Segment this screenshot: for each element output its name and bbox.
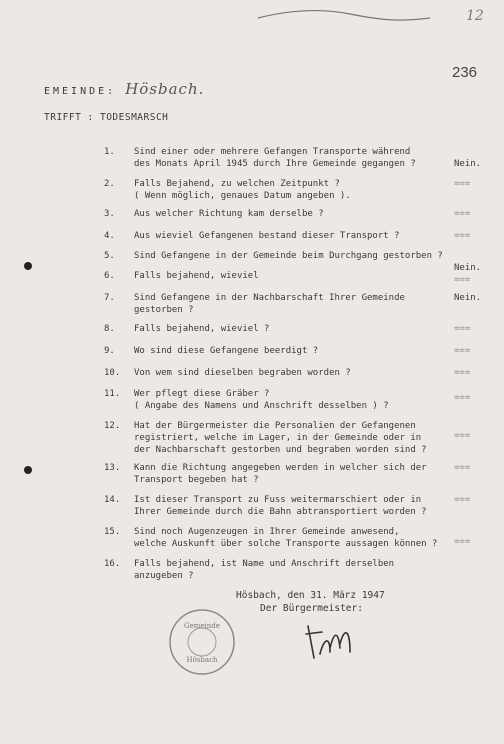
question-text: Sind einer oder mehrere Gefangen Transporte während des Monats April 1945 durch Ihre Gemeinde gegangen ? xyxy=(134,147,416,169)
question-answer: === xyxy=(454,324,471,334)
punch-hole xyxy=(24,262,32,270)
question-text: Sind Gefangene in der Nachbarschaft Ihrer Gemeinde gestorben ? xyxy=(134,293,405,315)
place-date: Hösbach, den 31. März 1947 xyxy=(236,590,385,601)
question-answer: Nein. xyxy=(454,159,482,169)
question-number: 15. xyxy=(104,527,121,537)
question-number: 10. xyxy=(104,368,121,378)
question-text: Falls bejahend, wieviel xyxy=(134,271,259,281)
question-text: Kann die Richtung angegeben werden in welcher sich der Transport begeben hat ? xyxy=(134,463,427,485)
question-answer: === xyxy=(454,393,471,403)
question-number: 6. xyxy=(104,271,115,281)
question-answer: === xyxy=(454,231,471,241)
question-number: 3. xyxy=(104,209,115,219)
question-text: Aus welcher Richtung kam derselbe ? xyxy=(134,209,324,219)
question-text: Falls Bejahend, zu welchen Zeitpunkt ? ( Wenn möglich, genaues Datum angeben ). xyxy=(134,179,351,201)
question-text: Von wem sind dieselben begraben worden ? xyxy=(134,368,351,378)
question-answer: Nein. xyxy=(454,263,482,273)
question-answer: === xyxy=(454,431,471,441)
question-answer: === xyxy=(454,179,471,189)
question-text: Wer pflegt diese Gräber ? ( Angabe des Namens und Anschrift desselben ) ? xyxy=(134,389,389,411)
corner-number: 12 xyxy=(466,8,484,24)
question-text: Hat der Bürgermeister die Personalien der Gefangenen registriert, welche im Lager, in der Gemeinde oder in der Nachbarschaft gestorben und begraben worden sind ? xyxy=(134,421,427,455)
question-text: Sind Gefangene in der Gemeinde beim Durchgang gestorben ? xyxy=(134,251,443,261)
question-answer: === xyxy=(454,463,471,473)
question-text: Falls bejahend, wieviel ? xyxy=(134,324,270,334)
svg-text:Gemeinde: Gemeinde xyxy=(184,622,220,630)
question-number: 5. xyxy=(104,251,115,261)
svg-text:Hösbach: Hösbach xyxy=(186,656,218,664)
question-answer: === xyxy=(454,537,471,547)
signature-block xyxy=(236,589,385,615)
gemeinde-label: EMEINDE: xyxy=(44,86,117,97)
pencil-scribble xyxy=(250,4,450,28)
question-number: 1. xyxy=(104,147,115,157)
question-text: Wo sind diese Gefangene beerdigt ? xyxy=(134,346,319,356)
question-answer: === xyxy=(454,368,471,378)
question-answer: === xyxy=(454,275,471,285)
question-number: 11. xyxy=(104,389,121,399)
question-number: 14. xyxy=(104,495,121,505)
punch-hole xyxy=(24,466,32,474)
question-text: Ist dieser Transport zu Fuss weitermarschiert oder in Ihrer Gemeinde durch die Bahn abtransportiert worden ? xyxy=(134,495,427,517)
question-number: 9. xyxy=(104,346,115,356)
question-number: 7. xyxy=(104,293,115,303)
gemeinde-line xyxy=(44,80,204,98)
question-number: 16. xyxy=(104,559,121,569)
question-number: 4. xyxy=(104,231,115,241)
question-number: 13. xyxy=(104,463,121,473)
question-number: 8. xyxy=(104,324,115,334)
gemeinde-name: Hösbach. xyxy=(125,80,205,98)
betrifft-line: TRIFFT : TODESMARSCH xyxy=(44,112,169,123)
page-number: 236 xyxy=(452,64,478,81)
question-number: 2. xyxy=(104,179,115,189)
question-number: 12. xyxy=(104,421,121,431)
question-answer: === xyxy=(454,495,471,505)
question-answer: === xyxy=(454,346,471,356)
handwritten-signature xyxy=(300,618,360,666)
municipal-stamp xyxy=(166,606,238,678)
question-text: Sind noch Augenzeugen in Ihrer Gemeinde anwesend, welche Auskunft über solche Transporte aussagen können ? xyxy=(134,527,438,549)
question-answer: Nein. xyxy=(454,293,482,303)
question-text: Aus wieviel Gefangenen bestand dieser Transport ? xyxy=(134,231,400,241)
mayor-title: Der Bürgermeister: xyxy=(260,603,363,614)
question-text: Falls bejahend, ist Name und Anschrift derselben anzugeben ? xyxy=(134,559,395,581)
question-answer: === xyxy=(454,209,471,219)
